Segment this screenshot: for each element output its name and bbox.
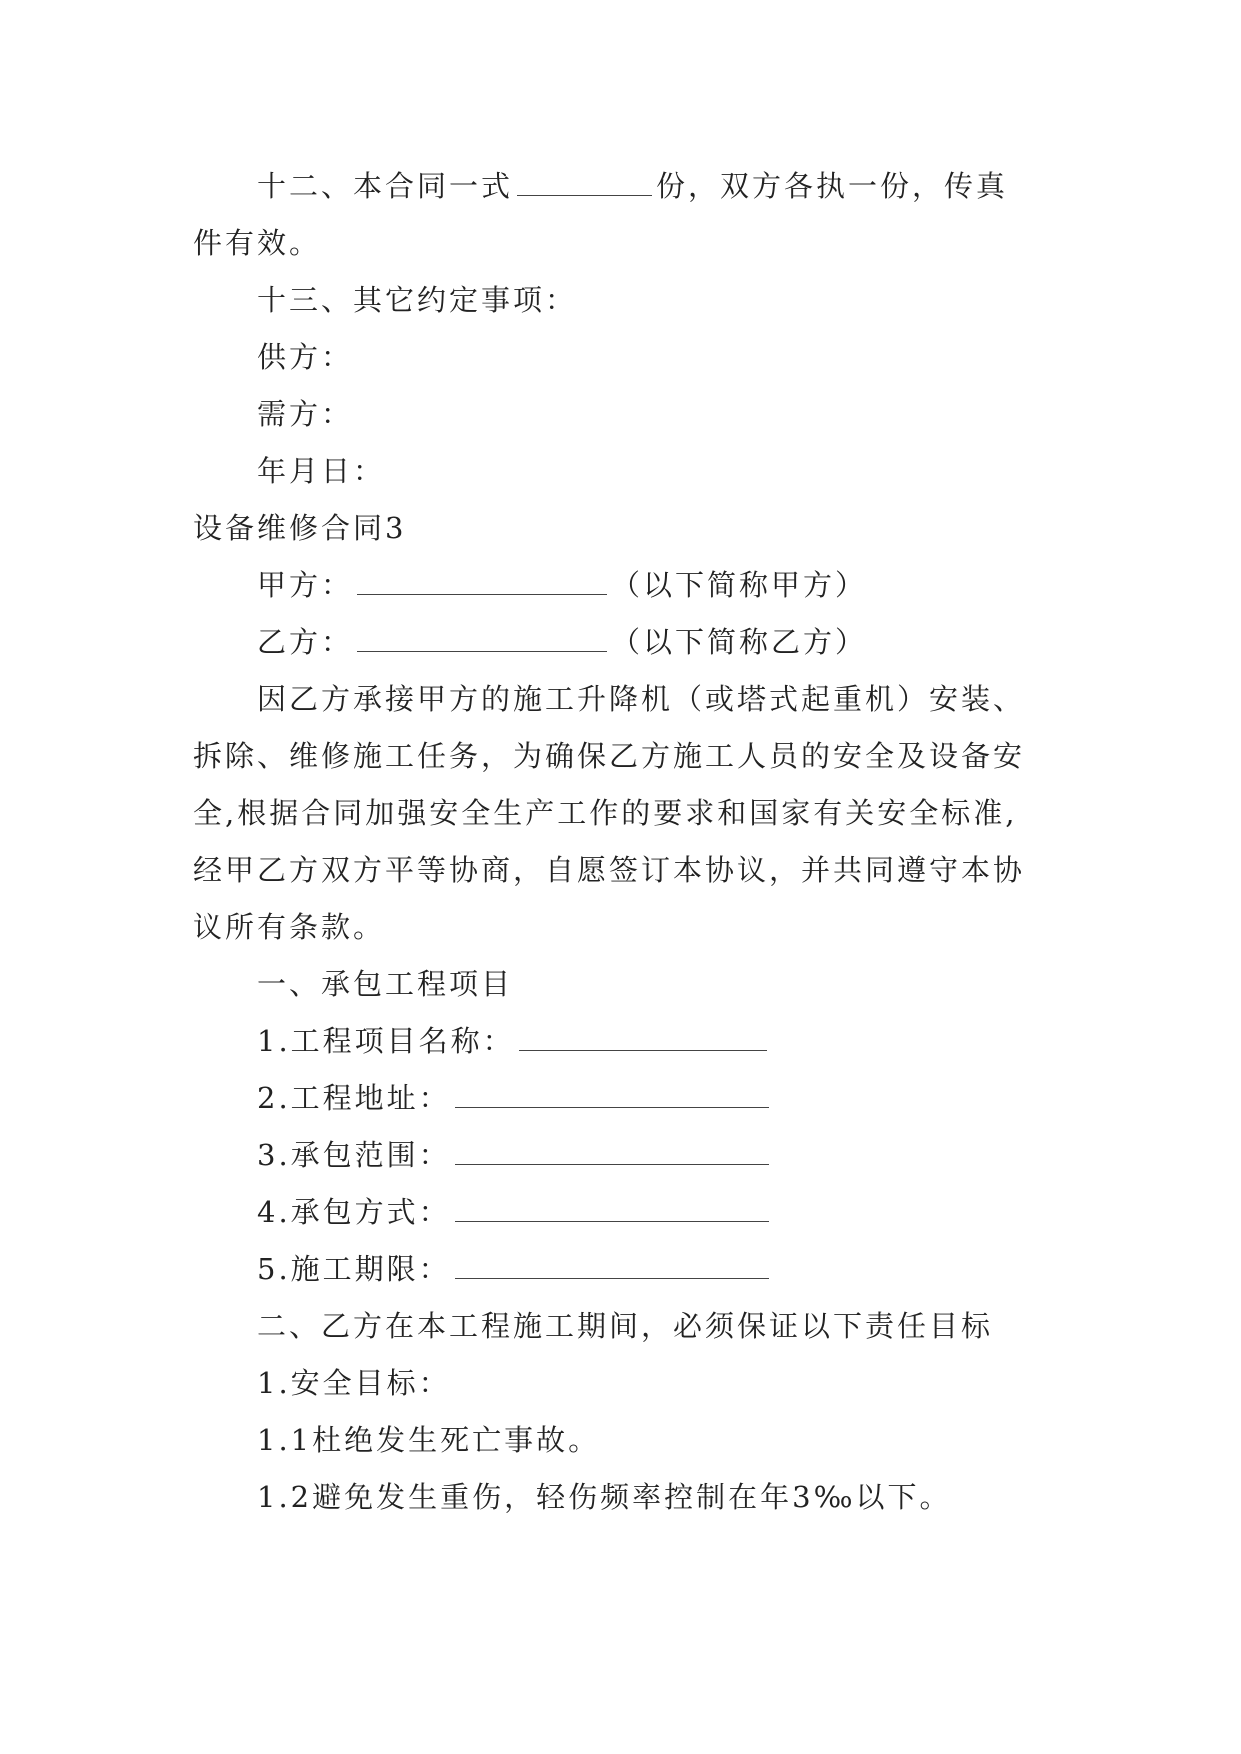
section-2-heading-text: 二、乙方在本工程施工期间，必须保证以下责任目标	[257, 1309, 994, 1343]
project-address-blank	[455, 1081, 769, 1108]
method-line	[257, 1186, 773, 1238]
clause-12-cont-text: 件有效。	[193, 226, 322, 260]
project-name-line	[257, 1015, 771, 1067]
goal-1-2-text: 1.2避免发生重伤，轻伤频率控制在年3‰以下。	[257, 1480, 952, 1514]
paragraph-text: 拆除、维修施工任务，为确保乙方施工人员的安全及设备安	[193, 739, 1026, 773]
scope-blank	[455, 1138, 769, 1165]
section-2-heading	[257, 1300, 993, 1352]
period-blank	[455, 1252, 769, 1279]
goal-1-1-line	[257, 1414, 600, 1466]
clause-12-cont	[193, 217, 321, 269]
paragraph-text: 经甲乙方双方平等协商，自愿签订本协议，并共同遵守本协	[193, 853, 1026, 887]
project-address-line	[257, 1072, 773, 1124]
contract-3-title-text: 设备维修合同3	[193, 511, 407, 545]
clause-12-text: 十二、本合同一式	[257, 169, 514, 203]
copies-blank	[517, 169, 652, 196]
clause-12-text-after: 份，双方各执一份，传真	[656, 169, 1009, 203]
supplier-label: 供方：	[257, 340, 354, 374]
paragraph-text: 议所有条款。	[193, 910, 386, 944]
section-1-heading	[257, 958, 513, 1010]
clause-13-line	[257, 274, 577, 326]
party-b-label: 乙方：	[257, 625, 354, 659]
method-blank	[455, 1195, 769, 1222]
party-b-note: （以下简称乙方）	[611, 625, 868, 659]
safety-goal-text: 1.安全目标：	[257, 1366, 451, 1400]
project-name-label: 1.工程项目名称：	[257, 1024, 515, 1058]
paragraph-text: 全,根据合同加强安全生产工作的要求和国家有关安全标准,	[193, 796, 1018, 830]
scope-line	[257, 1129, 773, 1181]
party-b-line	[257, 616, 867, 668]
party-a-label: 甲方：	[257, 568, 354, 602]
buyer-label: 需方：	[257, 397, 354, 431]
party-a-note: （以下简称甲方）	[611, 568, 868, 602]
paragraph-text: 因乙方承接甲方的施工升降机（或塔式起重机）安装、	[257, 682, 1026, 716]
paragraph-line	[193, 787, 1017, 839]
safety-goal-line	[257, 1357, 451, 1409]
project-name-blank	[519, 1024, 767, 1051]
project-address-label: 2.工程地址：	[257, 1081, 451, 1115]
paragraph-line	[257, 673, 1025, 725]
goal-1-2-line	[257, 1471, 951, 1523]
contract-3-title	[193, 502, 406, 554]
method-label: 4.承包方式：	[257, 1195, 451, 1229]
paragraph-line	[193, 730, 1025, 782]
scope-label: 3.承包范围：	[257, 1138, 451, 1172]
goal-1-1-text: 1.1杜绝发生死亡事故。	[257, 1423, 601, 1457]
supplier-line	[257, 331, 353, 383]
buyer-line	[257, 388, 353, 440]
clause-12-line	[257, 160, 1008, 212]
period-line	[257, 1243, 773, 1295]
party-a-line	[257, 559, 867, 611]
section-1-heading-text: 一、承包工程项目	[257, 967, 514, 1001]
paragraph-line	[193, 844, 1025, 896]
party-b-blank	[357, 625, 607, 652]
paragraph-line	[193, 901, 385, 953]
period-label: 5.施工期限：	[257, 1252, 451, 1286]
party-a-blank	[357, 568, 607, 595]
clause-13-text: 十三、其它约定事项：	[257, 283, 578, 317]
date-label: 年月日：	[257, 454, 386, 488]
date-line	[257, 445, 385, 497]
